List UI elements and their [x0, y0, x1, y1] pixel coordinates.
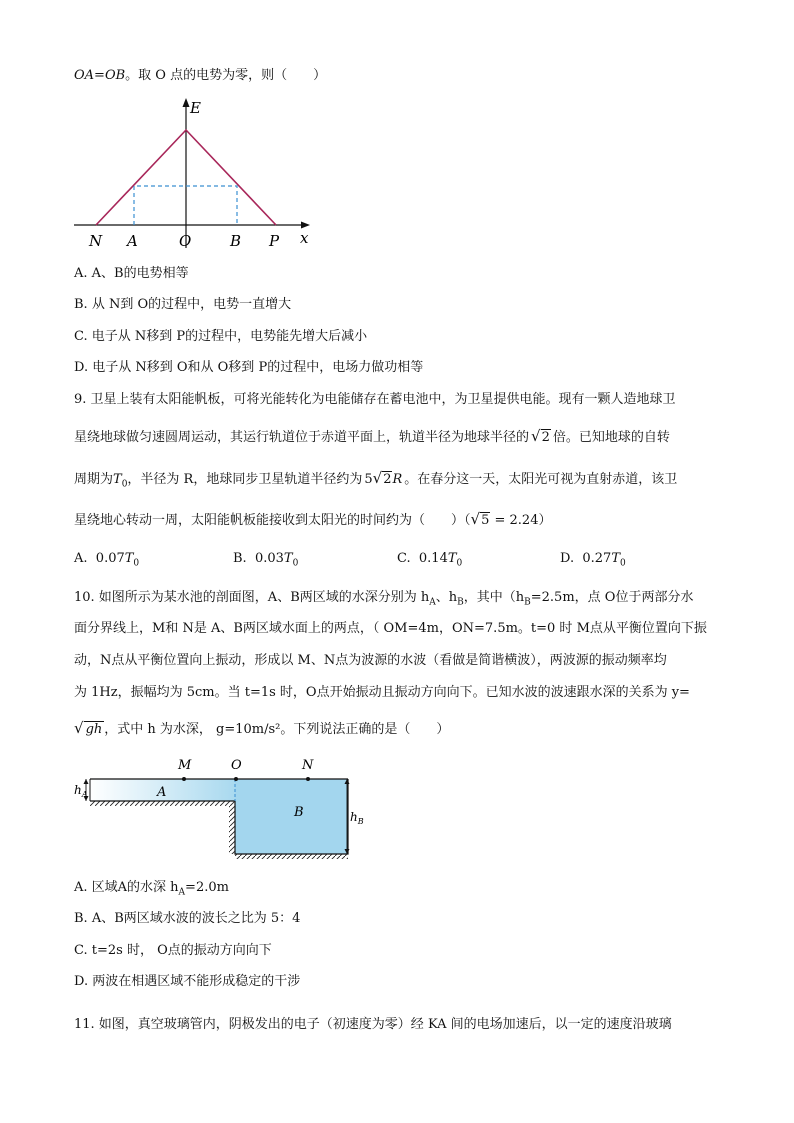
label-N: N — [302, 758, 314, 773]
q8-option-b: B. 从 N到 O的过程中，电势一直增大 — [74, 297, 292, 312]
label-O: O — [179, 232, 192, 250]
q10-option-a: A. 区域A的水深 $h_A=2.0m$ — [74, 880, 229, 898]
q10-line-4: 为 1Hz，振幅均为 5cm。当 t=1s 时，O点开始振动且振动方向向下。已知水波的波速跟水深的关系为 y= — [74, 685, 690, 700]
label-B: B — [230, 232, 242, 250]
label-B: B — [294, 805, 304, 820]
label-A: A — [157, 785, 167, 800]
q9-line-3: 周期为$T_0$，半径为 R，地球同步卫星轨道半径约为 5√2R 。在春分这一天，太阳光可视为直射赤道，该卫 — [74, 469, 678, 490]
q10-option-b: B. A、B两区域水波的波长之比为 5：4 — [74, 911, 301, 926]
q9-line-2: 星绕地球做匀速圆周运动，其运行轨道位于赤道平面上，轨道半径为地球半径的 √2 倍。已知地球的自转 — [74, 427, 670, 445]
q11-line-1: 11. 如图，真空玻璃管内，阴极发出的电子（初速度为零）经 KA 间的电场加速后，以一定的速度沿玻璃 — [74, 1017, 672, 1032]
q9-options — [74, 551, 722, 571]
q9-line-1: 9. 卫星上装有太阳能帆板，可将光能转化为电能储存在蓄电池中，为卫星提供电能。现有一颗人造地球卫 — [74, 392, 676, 407]
label-E: E — [190, 99, 201, 117]
label-M: M — [178, 758, 192, 773]
q8-option-c: C. 电子从 N移到 P的过程中，电势能先增大后减小 — [74, 329, 368, 344]
q8-stem-lead: OA=OB — [74, 68, 126, 83]
q10-pool-diagram — [70, 756, 364, 866]
sync-radius: 5√2R — [364, 469, 403, 487]
q9-option-c: C. $0.14T_0$ — [397, 551, 463, 569]
q9-line-4: 星绕地心转动一周，太阳能帆板能接收到太阳光的时间约为（ ）（√5 = 2.24） — [74, 510, 552, 528]
region-b-water — [235, 779, 348, 854]
q9-option-b: B. $0.03T_0$ — [233, 551, 299, 569]
q10-option-c: C. t=2s 时， O点的振动方向向下 — [74, 943, 272, 958]
q10-line-5: √ gh ，式中 h 为水深， g=10m/s²。下列说法正确的是（ ） — [74, 719, 450, 737]
y-axis-arrow — [183, 98, 190, 107]
label-x: x — [300, 229, 309, 247]
point-O — [234, 777, 238, 781]
label-P: P — [269, 232, 280, 250]
q8-e-x-graph — [70, 96, 320, 252]
q8-option-a: A. A、B的电势相等 — [74, 266, 189, 281]
point-N — [306, 777, 310, 781]
label-hA: $h_A$ — [74, 783, 88, 799]
q8-stem — [74, 67, 326, 85]
x-axis-arrow — [301, 222, 310, 229]
sqrt-2: √2 — [531, 427, 550, 445]
q8-option-d: D. 电子从 N移到 O和从 O移到 P的过程中，电场力做功相等 — [74, 360, 424, 375]
label-N: N — [89, 232, 103, 250]
point-M — [182, 777, 186, 781]
q10-line-1: 10. 如图所示为某水池的剖面图，A、B两区域的水深分别为 $h_A$、$h_B$，其中（$h_B=2.5m$，点 O位于两部分水 — [74, 590, 694, 608]
label-A: A — [127, 232, 138, 250]
q9-option-a: A. $0.07T_0$ — [74, 551, 140, 569]
q8-stem-tail: 。取 O 点的电势为零，则（ ） — [125, 68, 327, 83]
q9-option-d: D. $0.27T_0$ — [560, 551, 626, 569]
q10-line-3: 动，N点从平衡位置向上振动，形成以 M、N点为波源的水波（看做是简谐横波），两波源的振动频率均 — [74, 653, 667, 668]
q10-line-2: 面分界线上，M和 N是 A、B两区域水面上的两点，（ OM=4m，ON=7.5m。t=0 时 M点从平衡位置向下振 — [74, 621, 707, 636]
q10-option-d: D. 两波在相遇区域不能形成稳定的干涉 — [74, 974, 301, 989]
label-O: O — [231, 758, 242, 773]
label-hB: $h_B$ — [350, 810, 364, 826]
